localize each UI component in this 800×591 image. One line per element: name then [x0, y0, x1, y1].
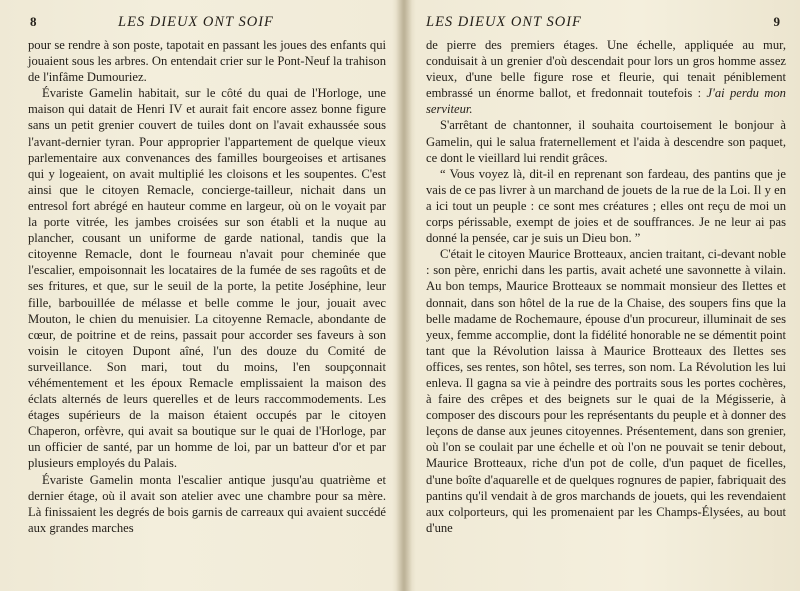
left-page-header: [28, 8, 386, 36]
paragraph: “ Vous voyez là, dit-il en reprenant son fardeau, des pantins que je vais de ce pas livrer à un marchand de jouets de la rue de la Loi. Il y en a ici tout un peuple : ce sont mes créatures ; elles ont reçu de moi un corps périssable, exempt de joies et de souffrances. Je ne leur ai pas donné la pensée, car je suis un Dieu bon. ”: [426, 166, 786, 246]
right-page: [426, 0, 786, 591]
paragraph: C'était le citoyen Maurice Brotteaux, ancien traitant, ci-devant noble : son père, enrichi dans les partis, avait acheté une savonnette à vilain. Au bon temps, Maurice Brotteaux se nommait monsieur des Ilettes et donnait, dans son hôtel de la rue de la Chaise, des soupers fins que la belle madame de Rochemaure, épouse d'un procureur, illuminait de ses yeux, femme accomplie, dont la fidélité honorable ne se démentit point tant que la Révolution laissa à Maurice Brotteaux des Ilettes ses offices, ses rentes, son hôtel, ses terres, son nom. La Révolution les lui enleva. Il gagna sa vie à peindre des portraits sous les portes cochères, à faire des crêpes et des beignets sur le quai de la Mégisserie, à composer des discours pour les représentants du peuple et à donner des leçons de danse aux jeunes citoyennes. Présentement, dans son grenier, où l'on se coulait par une échelle et où l'on ne pouvait se tenir debout, Maurice Brotteaux, riche d'un pot de colle, d'un paquet de ficelles, d'une boîte d'aquarelle et de quelques rognures de papier, fabriquait des pantins qu'il vendait à de gros marchands de jouets, qui les revendaient aux colporteurs, qui les promenaient par les Champs-Élysées, au bout d'une: [426, 247, 786, 535]
paragraph: [426, 37, 786, 117]
left-page-body: [28, 37, 386, 536]
page-number: 9: [773, 14, 780, 29]
right-page-header: [426, 8, 786, 36]
song-title: J'ai perdu mon serviteur.: [426, 86, 786, 117]
paragraph: Évariste Gamelin monta l'escalier antique jusqu'au quatrième et dernier étage, où il avait son atelier avec une chambre pour sa mère. Là finissaient les degrés de bois garnis de carreaux qui avaient succédé aux grandes marches: [28, 472, 386, 535]
left-page: [28, 0, 386, 591]
page-number: 8: [30, 14, 37, 29]
right-page-body: [426, 37, 786, 536]
paragraph-text: de pierre des premiers étages. Une échelle, appliquée au mur, conduisait à un grenier d'où descendait pour lors un gros homme assez vieux, d'une belle figure rose et fleurie, qui tenait péniblement embrassé un énorme ballot, et fredonnait toutefois :: [426, 38, 786, 101]
paragraph: pour se rendre à son poste, tapotait en passant les joues des enfants qui jouaient sous les arbres. On entendait crier sur le Pont-Neuf la trahison de l'infâme Dumouriez.: [28, 38, 386, 85]
paragraph: S'arrêtant de chantonner, il souhaita courtoisement le bonjour à Gamelin, qui le salua fraternellement et l'aida à descendre son paquet, ce dont le vieillard lui rendit grâces.: [426, 118, 786, 165]
running-title: LES DIEUX ONT SOIF: [426, 14, 582, 30]
running-title: LES DIEUX ONT SOIF: [118, 14, 274, 30]
book-gutter: [396, 0, 412, 591]
paragraph: Évariste Gamelin habitait, sur le côté du quai de l'Horloge, une maison qui datait de Henri IV et aurait fait encore assez bonne figure sans un petit grenier couvert de tuiles dont on l'avait exhaussée sous l'avant-dernier tyran. Pour approprier l'appartement de quelque vieux parlementaire aux convenances des familles bourgeoises et artisanes qui y logeaient, on avait multiplié les cloisons et les soupentes. C'est ainsi que le citoyen Remacle, concierge-tailleur, nichait dans un entresol fort abrégé en hauteur comme en largeur, où on le voyait par la porte vitrée, les jambes croisées sur son établi et la nuque au plancher, cousant un uniforme de garde national, tandis que la citoyenne Remacle, dont le fourneau n'avait pour cheminée que l'escalier, empoisonnait les locataires de la fumée de ses ragoûts et de ses fritures, et que, sur le seuil de la porte, la petite Joséphine, leur fille, barbouillée de mélasse et belle comme le jour, jouait avec Mouton, le chien du menuisier. La citoyenne Remacle, abondante de cœur, de poitrine et de reins, passait pour accorder ses faveurs à son voisin le citoyen Dupont aîné, l'un des douze du Comité de surveillance. Son mari, tout du moins, l'en soupçonnait véhémentement et les époux Remacle emplissaient la maison des éclats alternés de leurs querelles et de leurs raccommodements. Les étages supérieurs de la maison étaient occupés par le citoyen Chaperon, orfèvre, qui avait sa boutique sur le quai de l'Horloge, par un officier de santé, par un homme de loi, par un batteur d'or et par plusieurs employés du Palais.: [28, 86, 386, 471]
